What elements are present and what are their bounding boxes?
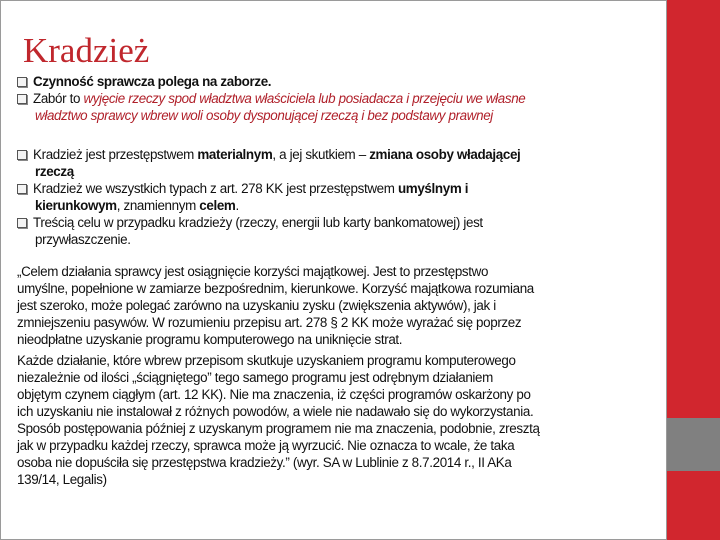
quote-line: ich uzyskaniu nie instalował z różnych powodów, a wiele nie nadawało się do wykorzystania. — [17, 404, 534, 419]
text-segment: celem — [199, 198, 236, 213]
checkbox-bullet-icon — [17, 77, 27, 87]
text-segment: kierunkowym — [35, 198, 117, 213]
text-segment: przywłaszczenie. — [35, 232, 131, 247]
slide-title: Kradzież — [23, 31, 150, 70]
checkbox-bullet-icon — [17, 94, 27, 104]
checkbox-bullet-icon — [17, 184, 27, 194]
text-segment: rzeczą — [35, 164, 74, 179]
text-segment: materialnym — [197, 147, 273, 162]
text-segment: Kradzież jest przestępstwem — [33, 147, 198, 162]
text-segment: zmiana osoby władającej — [369, 147, 521, 162]
text-segment: Czynność sprawcza polega na zaborze. — [33, 74, 272, 89]
bullet-item — [17, 146, 525, 180]
text-segment: Treścią celu w przypadku kradzieży (rzeczy, energii lub karty bankomatowej) jest — [33, 215, 483, 230]
text-segment: Kradzież we wszystkich typach z art. 278 KK jest przestępstwem — [33, 181, 398, 196]
checkbox-bullet-icon — [17, 218, 27, 228]
text-segment: , znamiennym — [116, 198, 200, 213]
quote-line: umyślne, popełnione w zamiarze bezpośrednim, kierunkowe. Korzyść majątkowa rozumiana — [17, 281, 534, 296]
bullet-item — [17, 73, 525, 90]
quote-line: jest szeroko, może polegać zarówno na uzyskaniu zysku (zwiększenia aktywów), jak i — [17, 298, 496, 313]
bullet-item — [17, 214, 525, 248]
quote-line: „Celem działania sprawcy jest osiągnięcie korzyści majątkowej. Jest to przestępstwo — [17, 264, 489, 279]
court-quote — [17, 263, 540, 488]
quote-line: Sposób postępowania później z uzyskanym programem nie ma znaczenia, podobnie, zresztą — [17, 421, 540, 436]
quote-line: osoba nie dopuściła się przestępstwa kradzieży.” (wyr. SA w Lublinie z 8.7.2014 r., II AKa — [17, 455, 512, 470]
quote-line: zmniejszeniu pasywów. W rozumieniu przepisu art. 278 § 2 KK może wyrażać się poprzez — [17, 315, 522, 330]
text-segment: . — [235, 198, 239, 213]
quote-paragraph — [17, 263, 540, 348]
quote-line: niezależnie od ilości „ściągniętego” tego samego programu jest odrębnym działaniem — [17, 370, 493, 385]
quote-line: nieodpłatne uzyskanie programu komputerowego na uniknięcie strat. — [17, 332, 403, 347]
quote-line: jak w przypadku każdej rzeczy, sprawca może ją wyrzucić. Nie oznacza to wcale, że taka — [17, 438, 515, 453]
accent-gray-block — [667, 418, 720, 471]
checkbox-bullet-icon — [17, 150, 27, 160]
bullet-item — [17, 180, 525, 214]
bullet-item — [17, 90, 525, 124]
text-segment: Zabór to — [33, 91, 84, 106]
text-segment: umyślnym i — [397, 181, 469, 196]
text-segment: , a jej skutkiem – — [272, 147, 370, 162]
quote-line: objętym czynem ciągłym (art. 12 KK). Nie ma znaczenia, iż części programów oskarżony po — [17, 387, 531, 402]
quote-line: Każde działanie, które wbrew przepisom skutkuje uzyskaniem programu komputerowego — [17, 353, 516, 368]
text-segment: wyjęcie rzeczy spod władztwa właściciela lub posiadacza i przejęciu we własne — [83, 91, 526, 106]
quote-paragraph — [17, 352, 540, 488]
quote-line: 139/14, Legalis) — [17, 472, 107, 487]
bullet-list — [17, 73, 525, 248]
text-segment: władztwo sprawcy wbrew woli osoby dysponującej rzeczą i bez podstawy prawnej — [35, 108, 493, 123]
